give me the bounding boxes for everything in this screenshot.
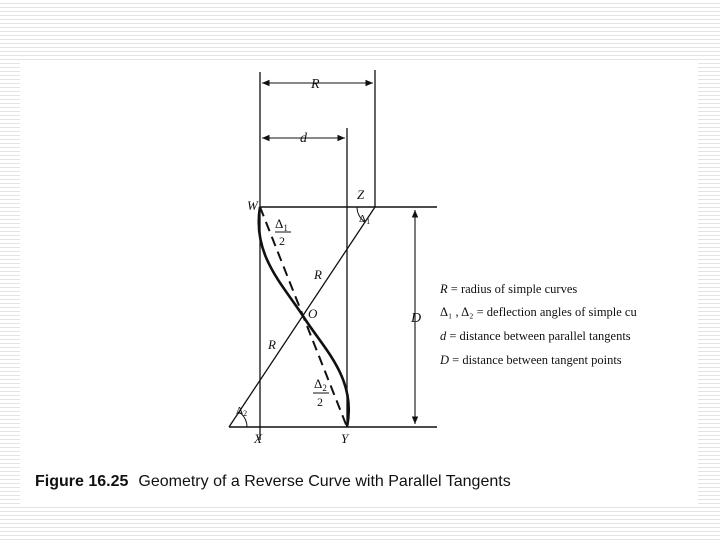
point-O-label: O bbox=[308, 306, 318, 321]
legend-item: Δ₁ , Δ₂ = deflection angles of simple cu bbox=[440, 305, 637, 319]
R-lower-label: R bbox=[268, 337, 276, 352]
svg-text:2: 2 bbox=[279, 234, 285, 248]
legend bbox=[439, 282, 637, 367]
point-Y-label: Y bbox=[341, 431, 349, 446]
R-upper-label: R bbox=[314, 267, 322, 282]
svg-text:2: 2 bbox=[317, 395, 323, 409]
d-dimension-label: d bbox=[300, 131, 307, 146]
figure-caption: Figure 16.25 Geometry of a Reverse Curve with Parallel Tangents bbox=[35, 473, 511, 490]
delta2-half-angle-label bbox=[313, 376, 329, 409]
point-W-label: W bbox=[247, 198, 258, 213]
delta2-at-X-label: Δ2 bbox=[236, 405, 248, 418]
legend-item: R = radius of simple curves bbox=[440, 282, 578, 296]
delta1-half-angle-label bbox=[275, 216, 291, 248]
point-X-label: X bbox=[254, 431, 262, 446]
D-dimension-label: D bbox=[411, 311, 422, 326]
legend-item: D = distance between tangent points bbox=[440, 353, 622, 367]
delta1-at-Z-label: Δ1 bbox=[359, 213, 371, 226]
point-Z-label: Z bbox=[357, 187, 365, 202]
svg-text:Δ2: $\Delta_2$ bbox=[314, 376, 327, 393]
svg-text:Δ1: $\Delta_1$ bbox=[275, 216, 288, 233]
legend-item: d = distance between parallel tangents bbox=[440, 329, 631, 343]
radius-line bbox=[229, 207, 375, 427]
R-dimension-label: R bbox=[311, 77, 320, 92]
